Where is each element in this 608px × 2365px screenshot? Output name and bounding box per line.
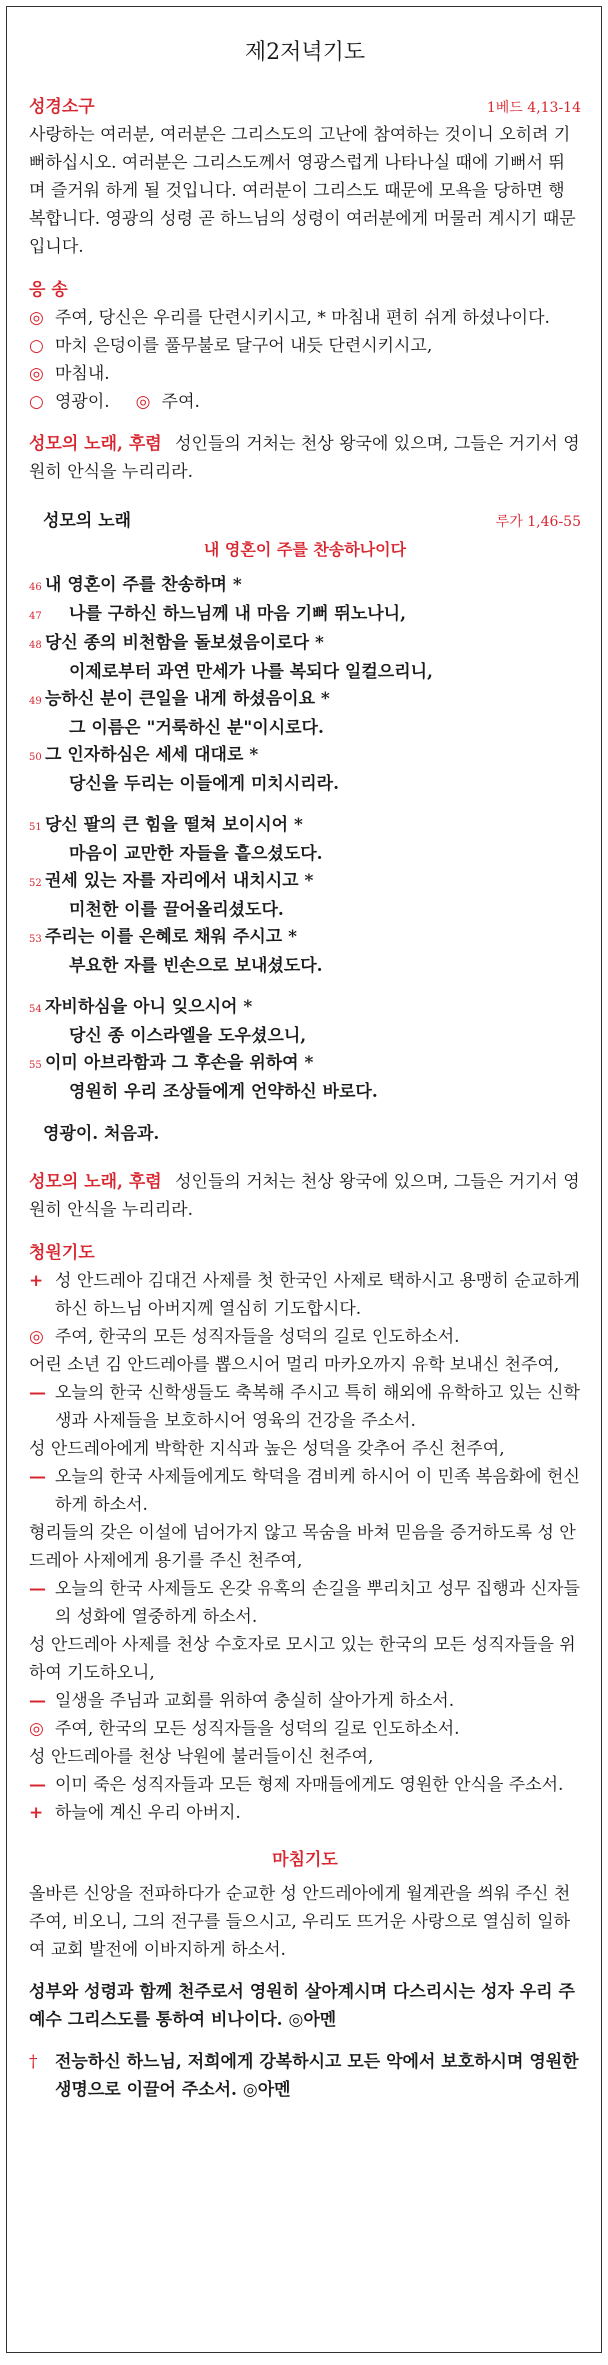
verse-line: 48 당신 종의 비천함을 돌보셨음이로다 * (29, 633, 324, 653)
intercession-line: + 하늘에 계신 우리 아버지. (29, 1803, 241, 1823)
verse-line: 53 주리는 이를 은혜로 채워 주시고 * (29, 927, 297, 947)
magnificat-antiphon (29, 430, 581, 486)
verse-line: 이제로부터 과연 만세가 나를 복되다 일컬으리니, (69, 662, 433, 682)
intercession-line: — 오늘의 한국 사제들에게도 학덕을 겸비케 하시어 이 민족 복음화에 헌신하게 하소서. (29, 1467, 580, 1515)
verse-line: 50 그 인자하심은 세세 대대로 * (29, 745, 259, 765)
blessing-text: 전능하신 하느님, 저희에게 강복하시고 모든 악에서 보호하시며 영원한 생명으로 이끌어 주소서. ◎아멘 (55, 2052, 579, 2100)
verse-line: 당신을 두리는 이들에게 미치시리라. (69, 774, 340, 794)
antiphon-label: 성모의 노래, 후렴 (29, 434, 162, 454)
verse-line: 마음이 교만한 자들을 흩으셨도다. (69, 844, 323, 864)
reading-reference: 1베드 4,13-14 (486, 100, 581, 116)
reading-header (29, 92, 581, 121)
verse-line: 46 내 영혼이 주를 찬송하며 * (29, 575, 242, 595)
intercession-line: — 이미 죽은 성직자들과 모든 형제 자매들에게도 영원한 안식을 주소서. (29, 1775, 564, 1795)
verse-line: 47 나를 구하신 하느님께 내 마음 기뻐 뛰노나니, (29, 604, 407, 624)
responsory-label: 응 송 (29, 280, 68, 300)
closing-prayer: 올바른 신앙을 전파하다가 순교한 성 안드레아에게 월계관을 씌워 주신 천주여, 비오니, 그의 전구를 들으시고, 우리도 뜨거운 사랑으로 열심히 일하여 교회 발전에 이바지하게 하소서. (29, 1884, 571, 1960)
cross-icon: † (29, 2052, 38, 2072)
intercession-line: + 성 안드레아 김대건 사제를 첫 한국인 사제로 택하시고 용맹히 순교하게 하신 하느님 아버지께 열심히 기도합시다. (29, 1271, 580, 1319)
antiphon-text: 성인들의 거처는 천상 왕국에 있으며, 그들은 거기서 영원히 안식을 누리리라. (29, 434, 580, 482)
intercessions (29, 1267, 581, 1827)
page-title: 제2저녁기도 (244, 40, 366, 65)
closing-doxology: 성부와 성령과 함께 천주로서 영원히 살아계시며 다스리시는 성자 우리 주 예수 그리스도를 통하여 비나이다. ◎아멘 (29, 1982, 575, 2030)
responsory-line: ◎ 주여, 당신은 우리를 단련시키시고, * 마침내 편히 쉬게 하셨나이다. (29, 308, 550, 328)
verse-line: 54 자비하심을 아니 잊으시어 * (29, 997, 253, 1017)
verse-line: 그 이름은 "거룩하신 분"이시로다. (69, 718, 324, 738)
intercession-line: — 일생을 주님과 교회를 위하여 충실히 살아가게 하소서. (29, 1691, 455, 1711)
canticle-header (29, 506, 581, 531)
intercession-line: ◎ 주여, 한국의 모든 성직자들을 성덕의 길로 인도하소서. (29, 1327, 460, 1347)
responsory-line: ○ 영광이. ◎ 주여. (29, 392, 200, 412)
verse-line: 52 권세 있는 자를 자리에서 내치시고 * (29, 871, 314, 891)
intercession-line: ◎ 주여, 한국의 모든 성직자들을 성덕의 길로 인도하소서. (29, 1719, 460, 1739)
canticle-label: 성모의 노래 (43, 511, 132, 531)
intercession-line: — 오늘의 한국 사제들도 온갖 유혹의 손길을 뿌리치고 성무 집행과 신자들의 성화에 열중하게 하소서. (29, 1579, 580, 1627)
intercession-line: 성 안드레아에게 박학한 지식과 높은 성덕을 갖추어 주신 천주여, (29, 1439, 505, 1459)
antiphon-text: 성인들의 거처는 천상 왕국에 있으며, 그들은 거기서 영원히 안식을 누리리라. (29, 1172, 580, 1220)
reading-text: 사랑하는 여러분, 여러분은 그리스도의 고난에 참여하는 것이니 오히려 기뻐하십시오. 여러분은 그리스도께서 영광스럽게 나타나실 때에 기뻐서 뛰며 즐거워 하게 될 것입니다. 여러분이 그리스도 때문에 모욕을 당하면 행복합니다. 영광의 성령 곧 하느님의 성령이 여러분에게 머물러 계시기 때문입니다. (29, 125, 576, 257)
verse-line: 부요한 자를 빈손으로 보내셨도다. (69, 956, 323, 976)
intercession-line: 어린 소년 김 안드레아를 뽑으시어 멀리 마카오까지 유학 보내신 천주여, (29, 1355, 560, 1375)
magnificat-antiphon-repeat (29, 1168, 581, 1224)
intercessions-label: 청원기도 (29, 1243, 95, 1263)
responsory-line: ◎ 마침내. (29, 364, 110, 384)
verse-line: 49 능하신 분이 큰일을 내게 하셨음이요 * (29, 689, 330, 709)
closing-label: 마침기도 (272, 1850, 338, 1870)
intercession-line: 성 안드레아를 천상 낙원에 불러들이신 천주여, (29, 1747, 374, 1767)
responsory-line: ○ 마치 은덩이를 풀무불로 달구어 내듯 단련시키시고, (29, 336, 433, 356)
intercession-line: 형리들의 갖은 이설에 넘어가지 않고 목숨을 바쳐 믿음을 증거하도록 성 안드레아 사제에게 용기를 주신 천주여, (29, 1523, 576, 1571)
intercession-line: 성 안드레아 사제를 천상 수호자로 모시고 있는 한국의 모든 성직자들을 위하여 기도하오니, (29, 1635, 576, 1683)
reading-label: 성경소구 (29, 97, 95, 117)
prayer-page (6, 6, 602, 2353)
antiphon-label: 성모의 노래, 후렴 (29, 1172, 162, 1192)
canticle-verses (29, 572, 581, 1106)
responsory (29, 304, 581, 416)
final-blessing (29, 2048, 581, 2104)
canticle-gloria: 영광이. 처음과. (43, 1124, 160, 1144)
verse-line: 미천한 이를 끌어올리셨도다. (69, 900, 284, 920)
canticle-subtitle: 내 영혼이 주를 찬송하나이다 (203, 540, 407, 559)
verse-line: 51 당신 팔의 큰 힘을 떨쳐 보이시어 * (29, 815, 303, 835)
intercession-line: — 오늘의 한국 신학생들도 축복해 주시고 특히 해외에 유학하고 있는 신학생과 사제들을 보호하시어 영육의 건강을 주소서. (29, 1383, 580, 1431)
verse-line: 55 이미 아브라함과 그 후손을 위하여 * (29, 1053, 314, 1073)
canticle-reference: 루가 1,46-55 (495, 514, 581, 530)
verse-line: 영원히 우리 조상들에게 언약하신 바로다. (69, 1082, 378, 1102)
verse-line: 당신 종 이스라엘을 도우셨으니, (69, 1026, 307, 1046)
